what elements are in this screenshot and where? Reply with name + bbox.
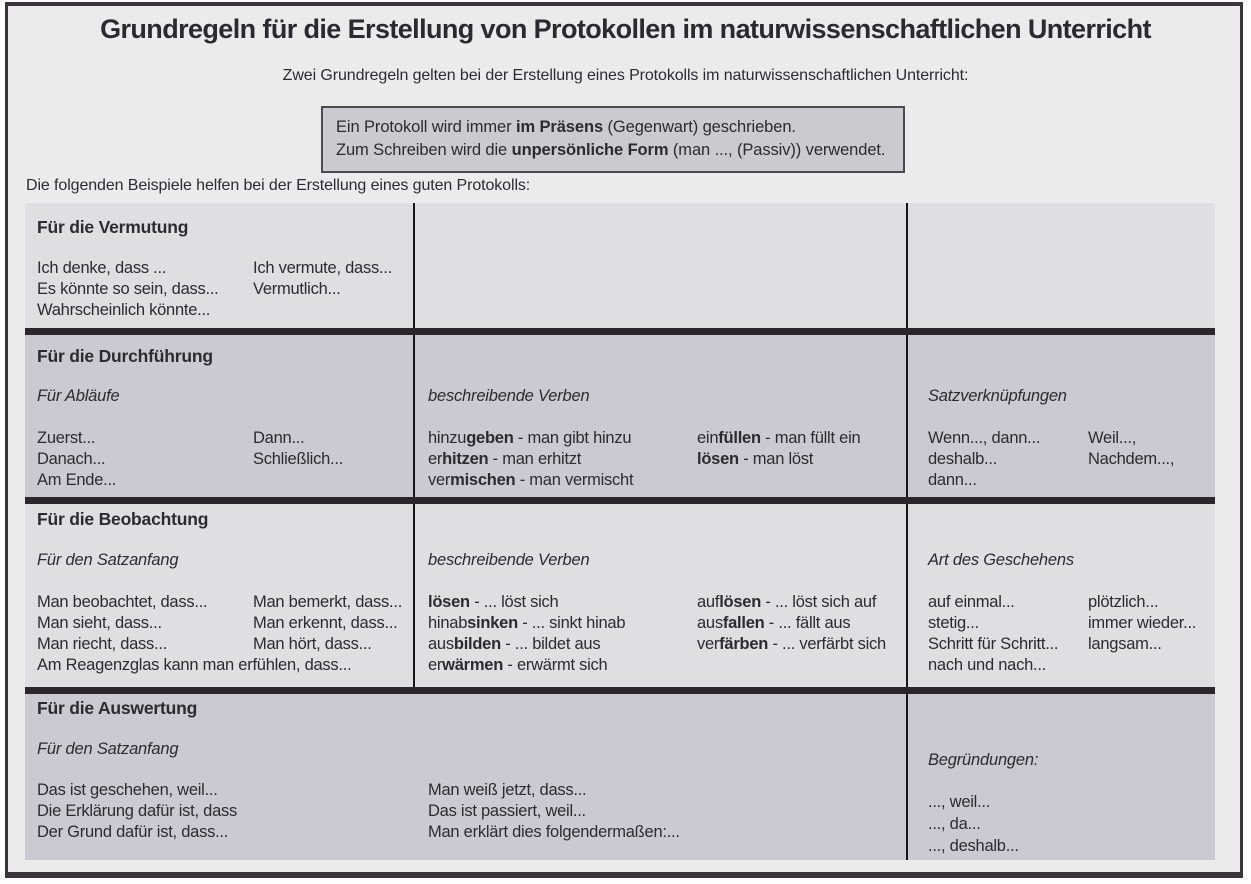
phrase: Es könnte so sein, dass... [37,280,219,298]
phrase: Man beobachtet, dass... [37,593,208,611]
section-separator [25,328,1215,335]
verb-column [428,428,633,491]
phrase: Der Grund dafür ist, dass... [37,823,229,841]
verb-phrase: einfüllen - man füllt ein [697,429,861,447]
phrase: Dann... [253,429,305,447]
phrase-column [253,258,392,300]
phrase: langsam... [1088,635,1162,653]
phrase: Die Erklärung dafür ist, dass [37,802,238,820]
section-title: Für die Vermutung [37,217,189,237]
phrase: Man sieht, dass... [37,614,162,632]
verb-phrase: hinzugeben - man gibt hinzu [428,429,632,447]
verb-column [697,428,860,470]
phrase: Man weiß jetzt, dass... [428,781,587,799]
phrase: Das ist geschehen, weil... [37,781,218,799]
phrase-column [928,428,1040,491]
phrase: ..., deshalb... [928,837,1019,855]
phrase-column [253,428,343,470]
phrase-column [428,780,680,843]
phrase: Weil..., [1088,429,1137,447]
phrase-column [37,258,219,321]
rule-line-unpersoenlich: Zum Schreiben wird die unpersönliche Form (man ..., (Passiv)) verwendet. [336,141,886,159]
column-label: Satzverknüpfungen [928,387,1067,405]
phrase: ..., da... [928,815,981,833]
phrase: Ich vermute, dass... [253,259,392,277]
phrase: Vermutlich... [253,280,341,298]
phrase: ..., weil... [928,793,991,811]
column-label: Für den Satzanfang [37,740,179,758]
verb-phrase: verfärben - ... verfärbt sich [697,635,886,653]
intro-text: Die folgenden Beispiele helfen bei der Erstellung eines guten Protokolls: [26,177,531,194]
phrase: Nachdem..., [1088,450,1175,468]
phrase: Wahrscheinlich könnte... [37,301,211,319]
phrase: Man hört, dass... [253,635,372,653]
phrase-column [37,780,237,843]
phrase-column [37,428,116,491]
column-divider [906,694,908,860]
section-title: Für die Beobachtung [37,509,209,529]
examples-table [25,203,1215,860]
section-auswertung [25,694,1215,860]
verb-phrase: erwärmen - erwärmt sich [428,656,608,674]
verb-column [697,592,886,655]
phrase: auf einmal... [928,593,1015,611]
column-label: beschreibende Verben [428,387,590,405]
phrase: Wenn..., dann... [928,429,1041,447]
phrase: Schritt für Schritt... [928,635,1059,653]
verb-phrase: lösen - ... löst sich [428,593,559,611]
rule-line-presens: Ein Protokoll wird immer im Präsens (Gegenwart) geschrieben. [336,118,796,136]
column-label: beschreibende Verben [428,551,590,569]
column-divider [906,203,908,328]
phrase: nach und nach... [928,656,1047,674]
page-title: Grundregeln für die Erstellung von Protokollen im naturwissenschaftlichen Unterricht [100,14,1151,44]
phrase: stetig... [928,614,979,632]
phrase-column [928,592,1058,676]
section-vermutung [25,203,1215,328]
section-separator [25,687,1215,694]
phrase: Zuerst... [37,429,96,447]
phrase: deshalb... [928,450,998,468]
column-divider [906,335,908,497]
column-divider [413,203,415,328]
phrase: dann... [928,471,977,489]
verb-phrase: auflösen - ... löst sich auf [697,593,877,611]
phrase: Ich denke, dass ... [37,259,167,277]
phrase: Am Ende... [37,471,117,489]
section-title: Für die Auswertung [37,698,198,718]
column-label: Für Abläufe [37,387,120,405]
phrase: Danach... [37,450,106,468]
verb-phrase: ausfallen - ... fällt aus [697,614,851,632]
phrase: plötzlich... [1088,593,1159,611]
verb-column [428,592,625,676]
phrase: Das ist passiert, weil... [428,802,586,820]
section-beobachtung [25,504,1215,687]
column-divider [413,504,415,687]
section-durchfuehrung [25,335,1215,497]
phrase: Am Reagenzglas kann man erfühlen, dass... [37,656,352,674]
phrase: immer wieder... [1088,614,1197,632]
column-divider [906,504,908,687]
phrase-column [928,791,1019,857]
phrase: Man bemerkt, dass... [253,593,403,611]
phrase: Man riecht, dass... [37,635,168,653]
verb-phrase: lösen - man löst [697,450,814,468]
page-subtitle: Zwei Grundregeln gelten bei der Erstellung eines Protokolls im naturwissenschaftlichen Unterricht: [282,67,969,84]
column-label: Für den Satzanfang [37,551,179,569]
phrase: Man erklärt dies folgendermaßen:... [428,823,680,841]
phrase-column [253,592,402,655]
column-divider [413,335,415,497]
rules-box [321,106,905,173]
phrase: Schließlich... [253,450,344,468]
phrase-column [1088,428,1174,470]
verb-phrase: hinabsinken - ... sinkt hinab [428,614,626,632]
column-label: Art des Geschehens [928,551,1074,569]
verb-phrase: ausbilden - ... bildet aus [428,635,601,653]
section-separator [25,497,1215,504]
verb-phrase: erhitzen - man erhitzt [428,450,582,468]
verb-phrase: vermischen - man vermischt [428,471,634,489]
phrase: Man erkennt, dass... [253,614,398,632]
section-title: Für die Durchführung [37,346,213,366]
column-label: Begründungen: [928,751,1039,769]
phrase-column [1088,592,1196,655]
